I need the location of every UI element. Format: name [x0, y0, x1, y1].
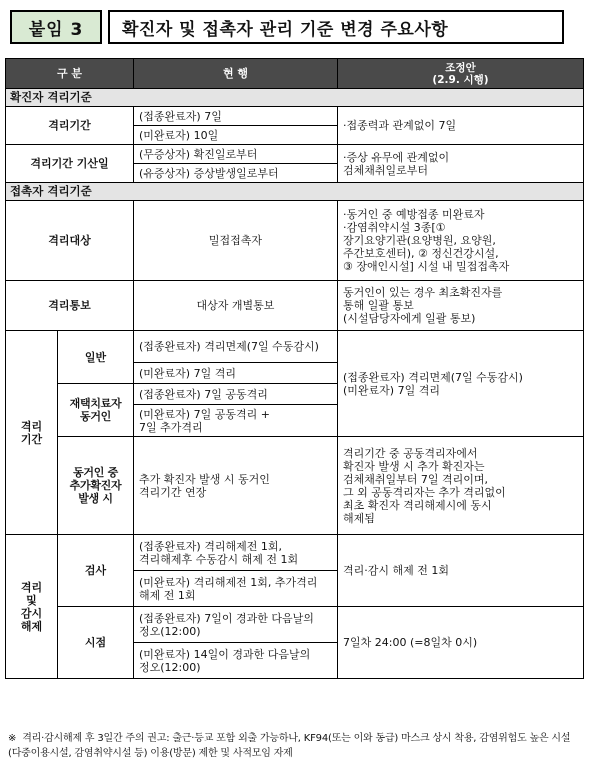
header-adjusted — [338, 59, 584, 89]
section-title-confirmed: 확진자 격리기준 — [6, 89, 584, 107]
cell-current: 추가 확진자 발생 시 동거인 격리기간 연장 — [134, 437, 338, 535]
table-row — [6, 201, 584, 281]
table-row — [6, 331, 584, 363]
row-label-timing: 시점 — [58, 607, 134, 679]
section-title-contacts: 접촉자 격리기준 — [6, 183, 584, 201]
section-row-contacts — [6, 183, 584, 201]
header-current: 현 행 — [134, 59, 338, 89]
row-label-line: 동거인 중 — [73, 466, 118, 479]
table-row — [6, 437, 584, 535]
row-label-isolation-start: 격리기간 기산일 — [6, 145, 134, 183]
section-row-confirmed — [6, 89, 584, 107]
cell-adjusted: ·증상 유무에 관계없이 검체채취일로부터 — [338, 145, 584, 183]
row-label-general: 일반 — [58, 331, 134, 384]
row-label-line: 추가확진자 — [69, 479, 122, 492]
row-label-line: 재택치료자 — [69, 397, 122, 410]
cell-current: (미완료자) 7일 격리 — [134, 363, 338, 384]
header-category: 구 분 — [6, 59, 134, 89]
cell-current: (무증상자) 확진일로부터 — [134, 145, 338, 164]
group-label-release — [6, 535, 58, 679]
row-label-notice: 격리통보 — [6, 281, 134, 331]
document-header — [10, 10, 564, 44]
note-mark: ※ — [8, 733, 17, 744]
cell-adjusted: 격리기간 중 공동격리자에서 확진자 발생 시 추가 확진자는 검체채취일부터 7일 격리이며, 그 외 공동격리자는 추가 격리없이 최초 확진자 격리해제시에 동시 해제됨 — [338, 437, 584, 535]
group-label-line: 해제 — [20, 619, 43, 633]
table-row — [6, 607, 584, 643]
cell-current: (접종완료자) 7일 공동격리 — [134, 384, 338, 405]
table-row — [6, 107, 584, 126]
group-label-line: 및 — [26, 593, 37, 607]
group-label-line: 감시 — [20, 606, 43, 620]
cell-adjusted: ·동거인 중 예방접종 미완료자 ·감염취약시설 3종[① 장기요양기관(요양병원, 요양원, 주간보호센터), ② 정신건강시설, ③ 장애인시설] 시설 내 밀접접촉자 — [338, 201, 584, 281]
row-label-line: 동거인 — [80, 410, 111, 423]
header-adjusted-line1: 조정안 — [445, 61, 476, 74]
group-label-line: 격리 — [20, 580, 43, 594]
row-label-home-care — [58, 384, 134, 437]
cell-adjusted: ·접종력과 관계없이 7일 — [338, 107, 584, 145]
cell-current: (미완료자) 14일이 경과한 다음날의 정오(12:00) — [134, 643, 338, 679]
cell-current: (접종완료자) 7일이 경과한 다음날의 정오(12:00) — [134, 607, 338, 643]
row-label-extra-case — [58, 437, 134, 535]
attachment-badge: 붙임 3 — [10, 10, 102, 44]
header-adjusted-line2: (2.9. 시행) — [432, 73, 489, 86]
group-label-period — [6, 331, 58, 535]
row-label-line: 발생 시 — [78, 492, 113, 505]
cell-current: (유증상자) 증상발생일로부터 — [134, 164, 338, 183]
row-label-isolation-period: 격리기간 — [6, 107, 134, 145]
cell-adjusted: 동거인이 있는 경우 최초확진자를 통해 일괄 통보 (시설담당자에게 일괄 통보) — [338, 281, 584, 331]
cell-current: (미완료자) 격리해제전 1회, 추가격리 해제 전 1회 — [134, 571, 338, 607]
cell-adjusted: 격리·감시 해제 전 1회 — [338, 535, 584, 607]
table-row — [6, 281, 584, 331]
table-header-row — [6, 59, 584, 89]
cell-current: (접종완료자) 7일 — [134, 107, 338, 126]
footnote — [8, 731, 581, 761]
document-title: 확진자 및 접촉자 관리 기준 변경 주요사항 — [108, 10, 564, 44]
cell-current: (접종완료자) 격리면제(7일 수동감시) — [134, 331, 338, 363]
table-row — [6, 145, 584, 164]
cell-current: 대상자 개별통보 — [134, 281, 338, 331]
cell-adjusted: (접종완료자) 격리면제(7일 수동감시) (미완료자) 7일 격리 — [338, 331, 584, 437]
cell-adjusted: 7일차 24:00 (=8일차 0시) — [338, 607, 584, 679]
note-text: 격리·감시해제 후 3일간 주의 권고: 출근·등교 포함 외출 가능하나, KF94(또는 이와 동급) 마스크 상시 착용, 감염위험도 높은 시설(다중이용시설, 감염취약시설 등) 이용(방문) 제한 및 사적모임 자제 — [8, 733, 571, 759]
row-label-target: 격리대상 — [6, 201, 134, 281]
table-row — [6, 535, 584, 571]
row-label-test: 검사 — [58, 535, 134, 607]
group-label-line: 격리 — [20, 419, 43, 433]
cell-current: 밀접접촉자 — [134, 201, 338, 281]
comparison-table — [5, 58, 584, 679]
cell-current: (접종완료자) 격리해제전 1회, 격리해제후 수동감시 해제 전 1회 — [134, 535, 338, 571]
cell-current: (미완료자) 7일 공동격리 + 7일 추가격리 — [134, 405, 338, 437]
group-label-line: 기간 — [20, 432, 43, 446]
cell-current: (미완료자) 10일 — [134, 126, 338, 145]
